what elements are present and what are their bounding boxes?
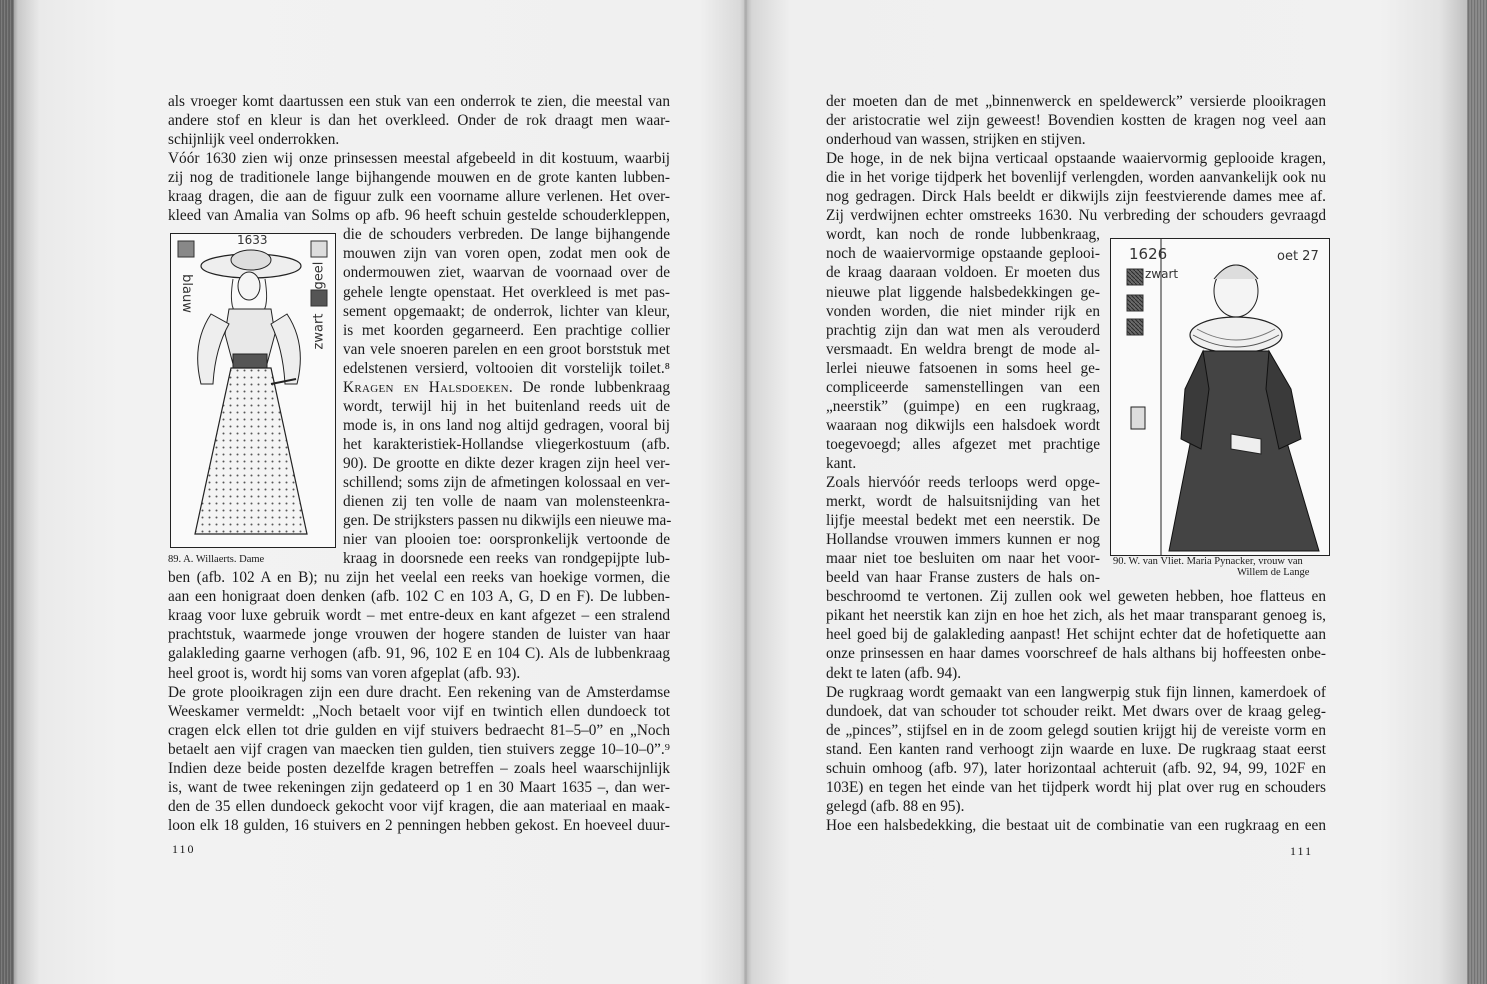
text-line: kraag dragen, die aan de figuur zulk een voorname allure verlenen. Het over- — [168, 188, 670, 206]
text-line: heel groot is, wordt hij soms van voren afgeplat (afb. 93). — [168, 664, 521, 682]
text-line: gen. De strijksters passen nu dikwijls een nieuwe ma- — [343, 512, 672, 530]
text-line: versmaadt. En weldra brengt de mode al- — [826, 340, 1100, 358]
text-line: dundoek, dat van schouder tot schouder reikt. Met dwars over de kraag geleg- — [826, 702, 1326, 720]
text-line: gelegd (afb. 88 en 95). — [826, 797, 965, 815]
text-line: onderhoud van wassen, strijken en stijven. — [826, 131, 1086, 149]
figure-90-age: oet 27 — [1277, 249, 1319, 264]
text-line: andere stof en kleur is dan het overkleed. Onder de rok draagt men waar- — [168, 112, 670, 130]
figure-90-caption-line2: Willem de Lange — [1237, 567, 1310, 578]
text-line: kleed van Amalia van Solms op afb. 96 heeft schuin gestelde schouderkleppen, — [168, 207, 670, 225]
text-line: 103E) en tegen het einde van het tijdperk wordt hij plat over rug en schouders — [826, 778, 1326, 796]
text-line: De hoge, in de nek bijna verticaal opstaande waaiervormig geplooide kragen, — [826, 150, 1326, 168]
text-line: nog gedragen. Dirck Hals beeldt er dikwijls zijn feestvierende dames mee af. — [826, 188, 1326, 206]
text-line: wordt, kan noch de ronde lubbenkraag, — [826, 226, 1100, 244]
text-line: schijnlijk veel onderrokken. — [168, 131, 340, 149]
text-line: die de schouders verbreden. De lange bijhangende — [343, 226, 670, 244]
figure-89-label-zwart: zwart — [311, 313, 327, 350]
text-line: wordt, terwijl hij in het buitenland reeds uit de — [343, 397, 670, 415]
text-line: betaelt aen vijf cragen van maecken tien gulden, tien stuivers zegge 10–10–0”.⁹ — [168, 740, 670, 758]
text-line: Vóór 1630 zien wij onze prinsessen meestal afgebeeld in dit kostuum, waarbij — [168, 150, 670, 168]
text-line: noch de waaiervormige opstaande geplooi- — [826, 245, 1100, 263]
text-line: dekt te laten (afb. 94). — [826, 664, 962, 682]
figure-89 — [170, 233, 336, 548]
text-line: nieuwe plat liggende halsbedekkingen ge- — [826, 283, 1100, 301]
text-line: Zij verdwijnen echter omstreeks 1630. Nu verbreding der schouders gevraagd — [826, 207, 1326, 225]
figure-89-year: 1633 — [237, 233, 268, 247]
text-line: prachtig zijn dan wat men als verouderd — [826, 321, 1100, 339]
text-line: compliceerde samenstellingen van een — [826, 378, 1100, 396]
text-line: loon elk 18 gulden, 16 stuivers en 2 penningen hebben gekost. En hoeveel duur- — [168, 816, 670, 834]
text-line: de kraag daaraan voldoen. Er moeten dus — [826, 264, 1100, 282]
section-heading-line — [343, 378, 670, 397]
text-line: der aristocratie wel zijn geweest! Bovendien kostten de kragen nog veel aan — [826, 112, 1326, 130]
text-line: „neerstik” (guimpe) en een rugkraag, — [826, 397, 1100, 415]
figure-90 — [1110, 238, 1330, 556]
page-edges-left — [0, 0, 14, 984]
text-line: der moeten dan de met „binnenwerck en speldewerck” versierde plooikragen — [826, 93, 1326, 110]
figure-89-illustration — [171, 234, 335, 547]
text-line: De rugkraag wordt gemaakt van een langwerpig stuk fijn linnen, kamerdoek of — [826, 683, 1326, 701]
text-line: die in het vorige tijdperk het bovenlijf verlengden, worden aanvankelijk ook nu — [826, 169, 1326, 187]
text-line: gehele lengte openstaat. Het overkleed is met pas- — [343, 283, 670, 301]
text-line: mode is, in ons land nog altijd gedragen, vooral bij — [343, 416, 670, 434]
text-line: aan een honigraat doen denken (afb. 102 C en 103 A, G, D en F). De lubben- — [168, 588, 670, 606]
text-line: pikant het neerstik kan zijn en hoe het zich, als het maar transparant genoeg is, — [826, 607, 1326, 625]
figure-89-label-geel: geel — [311, 261, 327, 290]
figure-90-illustration — [1111, 239, 1329, 555]
text-line: kant. — [826, 454, 857, 472]
text-line: ondermouwen ziet, waarvan de voornaad over de — [343, 264, 670, 282]
text-line: galakleding gaarne verhogen (afb. 91, 96, 102 E en 104 C). Als de lubbenkraag — [168, 645, 670, 663]
text-line: edelstenen versierd, voltooien dit vorstelijk toilet.⁸ — [343, 359, 670, 377]
text-line: vonden worden, die niet minder rijk en — [826, 302, 1100, 320]
text-line: prachtstuk, waarmede jonge vrouwen der hogere standen de luister van haar — [168, 626, 670, 644]
text-line: De grote plooikragen zijn een dure dracht. Een rekening van de Amsterdamse — [168, 683, 670, 701]
book-gutter — [744, 0, 748, 984]
figure-89-caption: 89. A. Willaerts. Dame — [168, 554, 265, 565]
text-line: de „pinces”, stijfsel en in de zoom gelegd soutien krijgt hij de vereiste vorm en — [826, 721, 1326, 739]
text-line: kraag voor luxe gebruik wordt – met entre-deux en kant afgezet – een stralend — [168, 607, 670, 625]
text-line: ben (afb. 102 A en B); nu zijn het veelal een reeks van hoekige vormen, die — [168, 569, 670, 587]
text-line: het karakteristiek-Hollandse vliegerkostuum (afb. — [343, 435, 670, 453]
figure-90-year: 1626 — [1129, 245, 1168, 263]
text-line: beschroomd te vertonen. Zij zullen ook wel geweten hebben, hoe flatteus en — [826, 588, 1326, 606]
figure-89-label-blauw: blauw — [178, 274, 194, 313]
text-line: is, want de twee rekeningen zijn gedateerd op 1 en 30 Maart 1635 –, dan wer- — [168, 778, 670, 796]
text-line: Indien deze beide posten dezelfde kragen betreffen – zoals heel waarschijnlijk — [168, 759, 670, 777]
text-line: van vele snoeren parelen en een groot borststuk met — [343, 340, 670, 358]
text-line: is met koorden gegarneerd. Een prachtige collier — [343, 321, 670, 339]
text-line: nier van plooien toe: oorspronkelijk vertoonde de — [343, 531, 670, 549]
text-line: 90). De grootte en dikte dezer kragen zijn heel ver- — [343, 454, 670, 472]
left-page-number: 110 — [172, 842, 196, 856]
text-line: heel goed bij de galakleding aanpast! Het schijnt echter dat de hofetiquette aan — [826, 626, 1326, 644]
text-line: stand. Een kanten rand verhoogt zijn waarde en luxe. De rugkraag staat eerst — [826, 740, 1326, 758]
text-line: onze prinsessen en haar dames voorschreef de hals althans bij hoffeesten onbe- — [826, 645, 1326, 663]
figure-90-caption-line1: 90. W. van Vliet. Maria Pynacker, vrouw van — [1113, 556, 1303, 567]
section-heading: Kragen en Halsdoeken. — [343, 378, 513, 396]
right-page-number: 111 — [1290, 844, 1314, 858]
text-line: cragen elck ellen tot drie gulden en vijf stuivers bedraecht 81–5–0” en „Noch — [168, 721, 670, 739]
text-line: waaraan nog dikwijls een halsdoek wordt — [826, 416, 1100, 434]
text-line: lijfje meestal bedekt met een neerstik. De — [826, 512, 1100, 530]
text-line: sement opgemaakt; de onderrok, lichter van kleur, — [343, 302, 670, 320]
text-line: Hollandse vrouwen immers kunnen er nog — [826, 531, 1100, 549]
text-line: Zoals hiervóór reeds terloops werd opge- — [826, 474, 1100, 491]
text-line: kraag in doorsnede een reeks van rondgepijpte lub- — [343, 550, 670, 568]
text-line: maar niet toe besluiten om naar het voor- — [826, 550, 1100, 568]
text-line: Weeskamer vermeldt: „Noch betaelt voor vijf en twintich ellen dundoeck tot — [168, 702, 670, 720]
text-line: als vroeger komt daartussen een stuk van een onderrok te zien, die meestal van — [168, 93, 670, 110]
text-line: dienen zij ten volle de naam van molensteenkra- — [343, 493, 670, 511]
figure-90-label-zwart: zwart — [1145, 267, 1179, 281]
text-line: merkt, wordt de halsuitsnijding van het — [826, 493, 1100, 511]
text-line: zij nog de traditionele lange bijhangende mouwen en de grote kanten lubben- — [168, 169, 670, 187]
text-line: lerlei nieuwe fatsoenen in soms heel ge- — [826, 359, 1100, 377]
text-line: schuin omhoog (afb. 97), later horizontaal achteruit (afb. 92, 94, 99, 102F en — [826, 759, 1326, 777]
text-line: Hoe een halsbedekking, die bestaat uit de combinatie van een rugkraag en een — [826, 816, 1326, 834]
text-line: den de 35 ellen dundoeck gekocht voor vijf kragen, die aan materiaal en maak- — [168, 797, 670, 815]
section-heading-rest: De ronde lubbenkraag — [512, 378, 670, 396]
text-line: schillend; soms zijn de afmetingen kolossaal en ver- — [343, 474, 670, 491]
text-line: mouwen zijn van voren open, zodat men ook de — [343, 245, 670, 263]
text-line: toegevoegd; alles afgezet met prachtige — [826, 435, 1100, 453]
text-line: beeld van haar Franse zusters de hals on- — [826, 569, 1100, 587]
page-edges-right — [1467, 0, 1487, 984]
